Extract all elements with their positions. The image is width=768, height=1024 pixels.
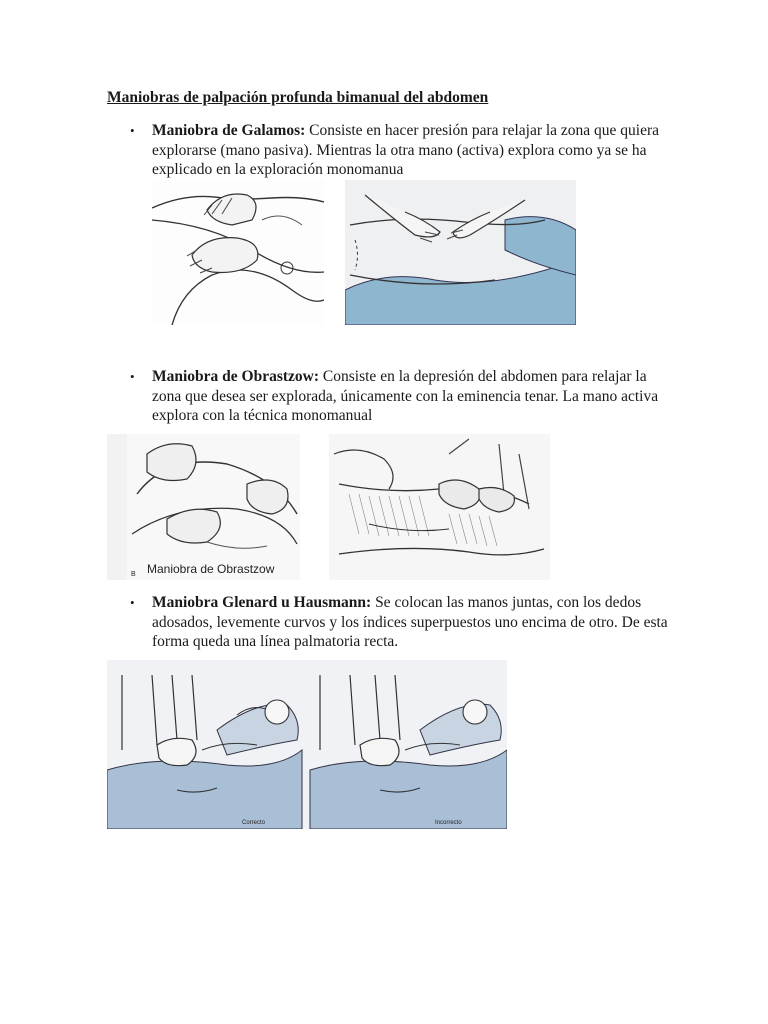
item-heading: Maniobra Glenard u Hausmann:	[152, 594, 372, 611]
galamos-illustration-right	[345, 180, 576, 325]
caption-incorrect: Incorrecto	[435, 820, 462, 826]
glenard-illustration	[107, 660, 507, 829]
document-title: Maniobras de palpación profunda bimanual del abdomen	[107, 89, 489, 106]
galamos-illustration-left	[152, 180, 324, 325]
panel-letter: B	[131, 571, 136, 578]
bullet: •	[130, 369, 135, 384]
item-body: Consiste en la depresión del abdomen para relajar la zona que desea ser explorada, únicamente con la eminencia tenar. La mano activa explora con la técnica monomanual	[152, 368, 659, 424]
item-heading: Maniobra de Obrastzow:	[152, 368, 320, 385]
obrastzow-illustration-right	[329, 434, 550, 580]
item-heading: Maniobra de Galamos:	[152, 122, 306, 139]
obrastzow-caption: Maniobra de Obrastzow	[147, 562, 275, 576]
list-item-obrastzow	[130, 367, 670, 426]
caption-correct: Correcto	[242, 820, 266, 826]
item-body: Consiste en hacer presión para relajar la zona que quiera explorarse (mano pasiva). Mientras la otra mano (activa) explora como ya se ha explicado en la exploración monomanua	[152, 122, 660, 178]
bullet: •	[130, 123, 135, 138]
list-item-glenard	[130, 593, 670, 652]
item-body: Se colocan las manos juntas, con los dedos adosados, levemente curvos y los índices superpuestos uno encima de otro. De esta forma queda una línea palmatoria recta.	[152, 594, 668, 650]
list-item-galamos	[130, 121, 670, 180]
obrastzow-illustration-left	[107, 434, 300, 580]
bullet: •	[130, 595, 135, 610]
